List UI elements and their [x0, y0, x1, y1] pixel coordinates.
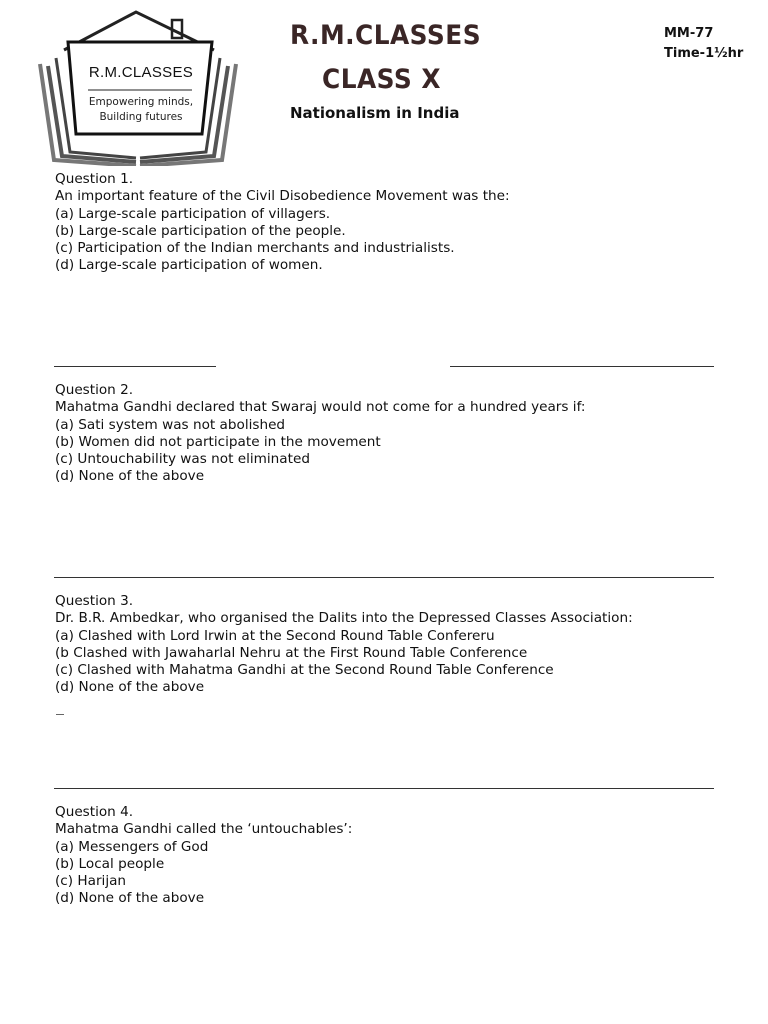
chapter-title: Nationalism in India — [290, 104, 460, 122]
option: (a) Large-scale participation of villagers. — [55, 205, 331, 222]
option: (a) Clashed with Lord Irwin at the Second Round Table Confereru — [55, 627, 495, 644]
max-marks: MM-77 — [664, 26, 714, 41]
answer-line — [54, 577, 714, 578]
answer-line — [54, 366, 216, 367]
question-block — [55, 171, 735, 275]
option: (c) Participation of the Indian merchants and industrialists. — [55, 240, 455, 257]
class-title: CLASS X — [322, 64, 441, 95]
question-number: Question 3. — [55, 593, 134, 609]
answer-line — [54, 788, 714, 789]
question-number: Question 1. — [55, 171, 134, 187]
question-number: Question 4. — [55, 804, 134, 820]
option: (d) Large-scale participation of women. — [55, 257, 323, 274]
option: (d) None of the above — [55, 468, 205, 485]
option: (b Clashed with Jawaharlal Nehru at the First Round Table Conference — [55, 644, 528, 661]
question-text: Dr. B.R. Ambedkar, who organised the Dalits into the Depressed Classes Association: — [55, 610, 633, 627]
option: (b) Local people — [55, 855, 165, 872]
option: (b) Large-scale participation of the people. — [55, 222, 346, 239]
time-allowed: Time-1½hr — [664, 46, 744, 61]
logo — [36, 6, 242, 166]
stray-mark — [56, 714, 64, 715]
option: (c) Harijan — [55, 873, 127, 890]
question-block — [55, 593, 735, 697]
logo-tagline-line1: Empowering minds, — [88, 96, 194, 108]
logo-name: R.M.CLASSES — [88, 64, 194, 81]
question-text: Mahatma Gandhi declared that Swaraj would not come for a hundred years if: — [55, 399, 586, 416]
question-block — [55, 382, 735, 486]
option: (b) Women did not participate in the movement — [55, 433, 381, 450]
book-house-logo-icon — [36, 6, 242, 166]
option: (c) Clashed with Mahatma Gandhi at the Second Round Table Conference — [55, 662, 554, 679]
question-number: Question 2. — [55, 382, 134, 398]
option: (d) None of the above — [55, 890, 205, 907]
question-text: An important feature of the Civil Disobedience Movement was the: — [55, 188, 510, 205]
answer-line — [450, 366, 714, 367]
option: (d) None of the above — [55, 679, 205, 696]
option: (c) Untouchability was not eliminated — [55, 451, 310, 468]
institute-title: R.M.CLASSES — [290, 20, 482, 51]
option: (a) Sati system was not abolished — [55, 416, 286, 433]
question-text: Mahatma Gandhi called the ‘untouchables’: — [55, 821, 353, 838]
option: (a) Messengers of God — [55, 838, 209, 855]
logo-tagline-line2: Building futures — [99, 111, 183, 123]
question-block — [55, 804, 735, 908]
